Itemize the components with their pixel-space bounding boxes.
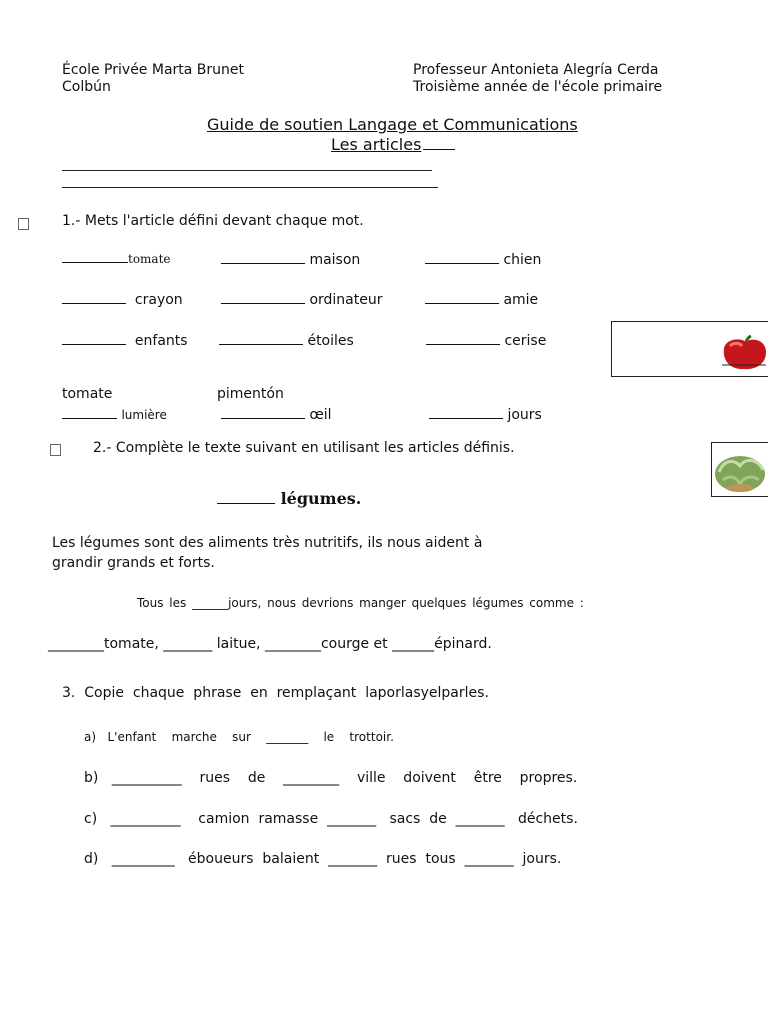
image-label-pimenton: pimentón bbox=[217, 386, 284, 402]
exercise2-sentence1: Tous les ______jours, nous devrions manger quelques légumes comme : bbox=[137, 596, 584, 610]
answer-blank[interactable] bbox=[425, 251, 499, 264]
word: œil bbox=[309, 407, 332, 423]
ex1-item bbox=[429, 406, 542, 423]
answer-blank[interactable] bbox=[425, 291, 499, 304]
ex1-item bbox=[62, 250, 171, 267]
image-frame-bottom bbox=[711, 496, 768, 497]
word: cerise bbox=[504, 333, 547, 349]
answer-blank[interactable] bbox=[219, 332, 303, 345]
ex1-item bbox=[62, 332, 188, 349]
word: amie bbox=[503, 292, 539, 308]
bullet-icon bbox=[18, 218, 29, 230]
answer-blank[interactable] bbox=[62, 332, 126, 345]
grade-level: Troisième année de l'école primaire bbox=[413, 79, 663, 95]
ex1-item bbox=[425, 251, 541, 268]
ex1-item bbox=[221, 291, 383, 308]
exercise2-paragraph-line2: grandir grands et forts. bbox=[52, 555, 215, 571]
ex1-item bbox=[62, 406, 167, 423]
answer-blank[interactable] bbox=[62, 406, 117, 419]
answer-blank[interactable] bbox=[221, 406, 305, 419]
page-subtitle: Les articles bbox=[331, 135, 422, 154]
exercise2-heading-wrap bbox=[217, 489, 361, 508]
bullet-icon bbox=[50, 444, 61, 456]
exercise2-sentence2: ________tomate, _______ laitue, ________courge et ______épinard. bbox=[48, 636, 492, 652]
page-title: Guide de soutien Langage et Communications bbox=[207, 115, 578, 134]
image-frame-top bbox=[711, 442, 768, 443]
word: enfants bbox=[134, 333, 188, 349]
answer-blank[interactable] bbox=[217, 489, 275, 504]
ex1-item bbox=[62, 291, 183, 308]
exercise3-item-c: c) __________ camion ramasse _______ sacs de _______ déchets. bbox=[84, 811, 578, 827]
subtitle-underline bbox=[423, 137, 455, 150]
exercise2-paragraph-line1: Les légumes sont des aliments très nutritifs, ils nous aident à bbox=[52, 535, 483, 551]
name-line-2 bbox=[62, 187, 438, 188]
word: crayon bbox=[134, 292, 183, 308]
exercise3-instruction: 3. Copie chaque phrase en remplaçant laporlasyelparles. bbox=[62, 685, 489, 701]
answer-blank[interactable] bbox=[62, 291, 126, 304]
ex1-item bbox=[426, 332, 546, 349]
answer-blank[interactable] bbox=[62, 250, 128, 263]
word: ordinateur bbox=[309, 292, 383, 308]
word: maison bbox=[309, 252, 361, 268]
page-subtitle-wrap bbox=[331, 135, 455, 154]
town-name: Colbún bbox=[62, 79, 111, 95]
teacher-name: Professeur Antonieta Alegría Cerda bbox=[413, 62, 659, 78]
ex1-item bbox=[221, 251, 360, 268]
exercise3-item-a: a) L'enfant marche sur _______ le trottoir. bbox=[84, 730, 394, 744]
name-line-1 bbox=[62, 170, 432, 171]
word: jours bbox=[507, 407, 542, 423]
word: tomate bbox=[128, 252, 171, 266]
image-label-tomate: tomate bbox=[62, 386, 113, 402]
school-name: École Privée Marta Brunet bbox=[62, 62, 245, 78]
word: étoiles bbox=[307, 333, 354, 349]
answer-blank[interactable] bbox=[221, 291, 305, 304]
lettuce-image bbox=[713, 450, 767, 494]
word: chien bbox=[503, 252, 542, 268]
image-frame-left bbox=[711, 442, 712, 496]
ex1-item bbox=[425, 291, 538, 308]
word: lumière bbox=[121, 408, 167, 422]
exercise1-instruction: 1.- Mets l'article défini devant chaque mot. bbox=[62, 213, 364, 229]
exercise2-heading: légumes. bbox=[280, 489, 362, 508]
ex1-item bbox=[221, 406, 332, 423]
answer-blank[interactable] bbox=[426, 332, 500, 345]
exercise2-instruction: 2.- Complète le texte suivant en utilisant les articles définis. bbox=[93, 440, 515, 456]
exercise3-item-b: b) __________ rues de ________ ville doivent être propres. bbox=[84, 770, 578, 786]
answer-blank[interactable] bbox=[221, 251, 305, 264]
ex1-item bbox=[219, 332, 354, 349]
pepper-image bbox=[718, 334, 768, 372]
answer-blank[interactable] bbox=[429, 406, 503, 419]
exercise3-item-d: d) _________ éboueurs balaient _______ rues tous _______ jours. bbox=[84, 851, 562, 867]
